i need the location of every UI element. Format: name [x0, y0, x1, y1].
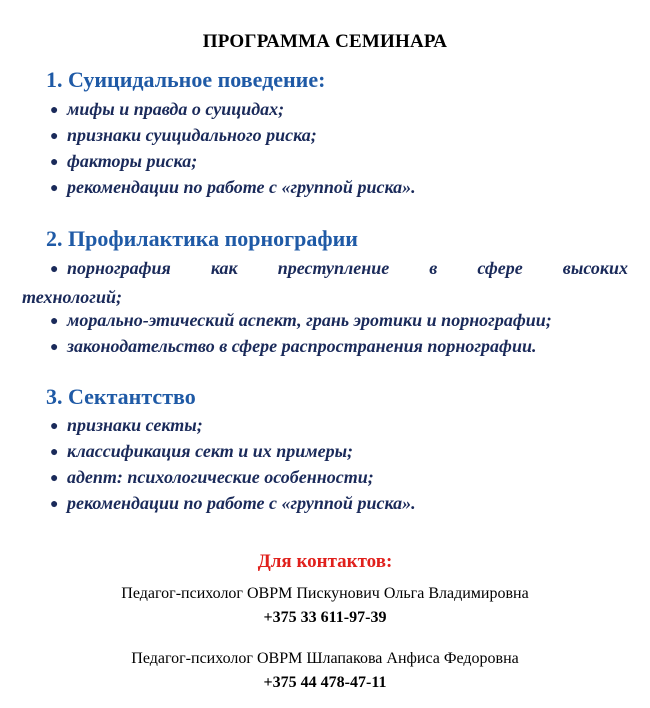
- bullet-icon: ●: [50, 155, 59, 170]
- list-item-word: высоких: [562, 258, 628, 278]
- section-1-heading: [46, 67, 325, 93]
- list-item: [50, 493, 416, 514]
- list-item: [50, 336, 536, 357]
- list-item-text: рекомендации по работе с «группой риска».: [67, 177, 416, 197]
- list-item-justified: [22, 255, 628, 310]
- list-item-text: классификация сект и их примеры;: [67, 441, 354, 461]
- list-item-text: факторы риска;: [67, 151, 198, 171]
- bullet-icon: ●: [50, 181, 59, 196]
- list-item-text: мифы и правда о суицидах;: [67, 99, 285, 119]
- section-1-title: Суицидальное поведение:: [68, 67, 326, 92]
- contact-phone-1: +375 33 611-97-39: [263, 609, 387, 626]
- bullet-icon: ●: [50, 445, 59, 460]
- list-item: [50, 441, 353, 462]
- bullet-icon: ●: [50, 129, 59, 144]
- section-1-number: 1.: [46, 67, 63, 92]
- list-item-text: признаки суицидального риска;: [67, 125, 317, 145]
- list-item: [50, 415, 203, 436]
- justified-line: [22, 255, 628, 284]
- bullet-icon: ●: [50, 103, 59, 118]
- list-item-text: законодательство в сфере распространения порнографии.: [67, 336, 537, 356]
- list-item-text: признаки секты;: [67, 415, 203, 435]
- bullet-icon: ●: [50, 497, 59, 512]
- page-title: ПРОГРАММА СЕМИНАРА: [202, 31, 448, 52]
- section-2-title: Профилактика порнографии: [68, 226, 358, 251]
- bullet-icon: ●: [50, 262, 59, 277]
- list-item-word: сфере: [477, 258, 523, 278]
- section-3-title: Сектантство: [68, 384, 196, 409]
- section-2-number: 2.: [46, 226, 63, 251]
- section-3-number: 3.: [46, 384, 63, 409]
- list-item: [50, 310, 552, 331]
- contact-phone-2: +375 44 478-47-11: [263, 674, 387, 691]
- contact-person-1: Педагог-психолог ОВРМ Пискунович Ольга Владимировна: [121, 585, 529, 602]
- section-3-heading: [46, 384, 196, 410]
- list-item-word: в: [429, 258, 438, 278]
- list-item-word: [50, 255, 171, 284]
- list-item-word: преступление: [277, 258, 390, 278]
- bullet-icon: ●: [50, 314, 59, 329]
- list-item: [50, 151, 197, 172]
- list-item-text: рекомендации по работе с «группой риска».: [67, 493, 416, 513]
- contact-person-2: Педагог-психолог ОВРМ Шлапакова Анфиса Федоровна: [131, 650, 519, 667]
- list-item-text: морально-этический аспект, грань эротики и порнографии;: [67, 310, 552, 330]
- list-item: [50, 99, 284, 120]
- list-item-text: адепт: психологические особенности;: [67, 467, 374, 487]
- contacts-title: Для контактов:: [257, 551, 393, 572]
- list-item: [50, 467, 374, 488]
- section-2-heading: [46, 226, 358, 252]
- list-item: [50, 177, 416, 198]
- list-item-continuation: технологий;: [22, 287, 122, 307]
- bullet-icon: ●: [50, 340, 59, 355]
- bullet-icon: ●: [50, 471, 59, 486]
- list-item-word: как: [210, 258, 238, 278]
- list-item-word-text: порнография: [67, 258, 171, 278]
- list-item: [50, 125, 317, 146]
- bullet-icon: ●: [50, 419, 59, 434]
